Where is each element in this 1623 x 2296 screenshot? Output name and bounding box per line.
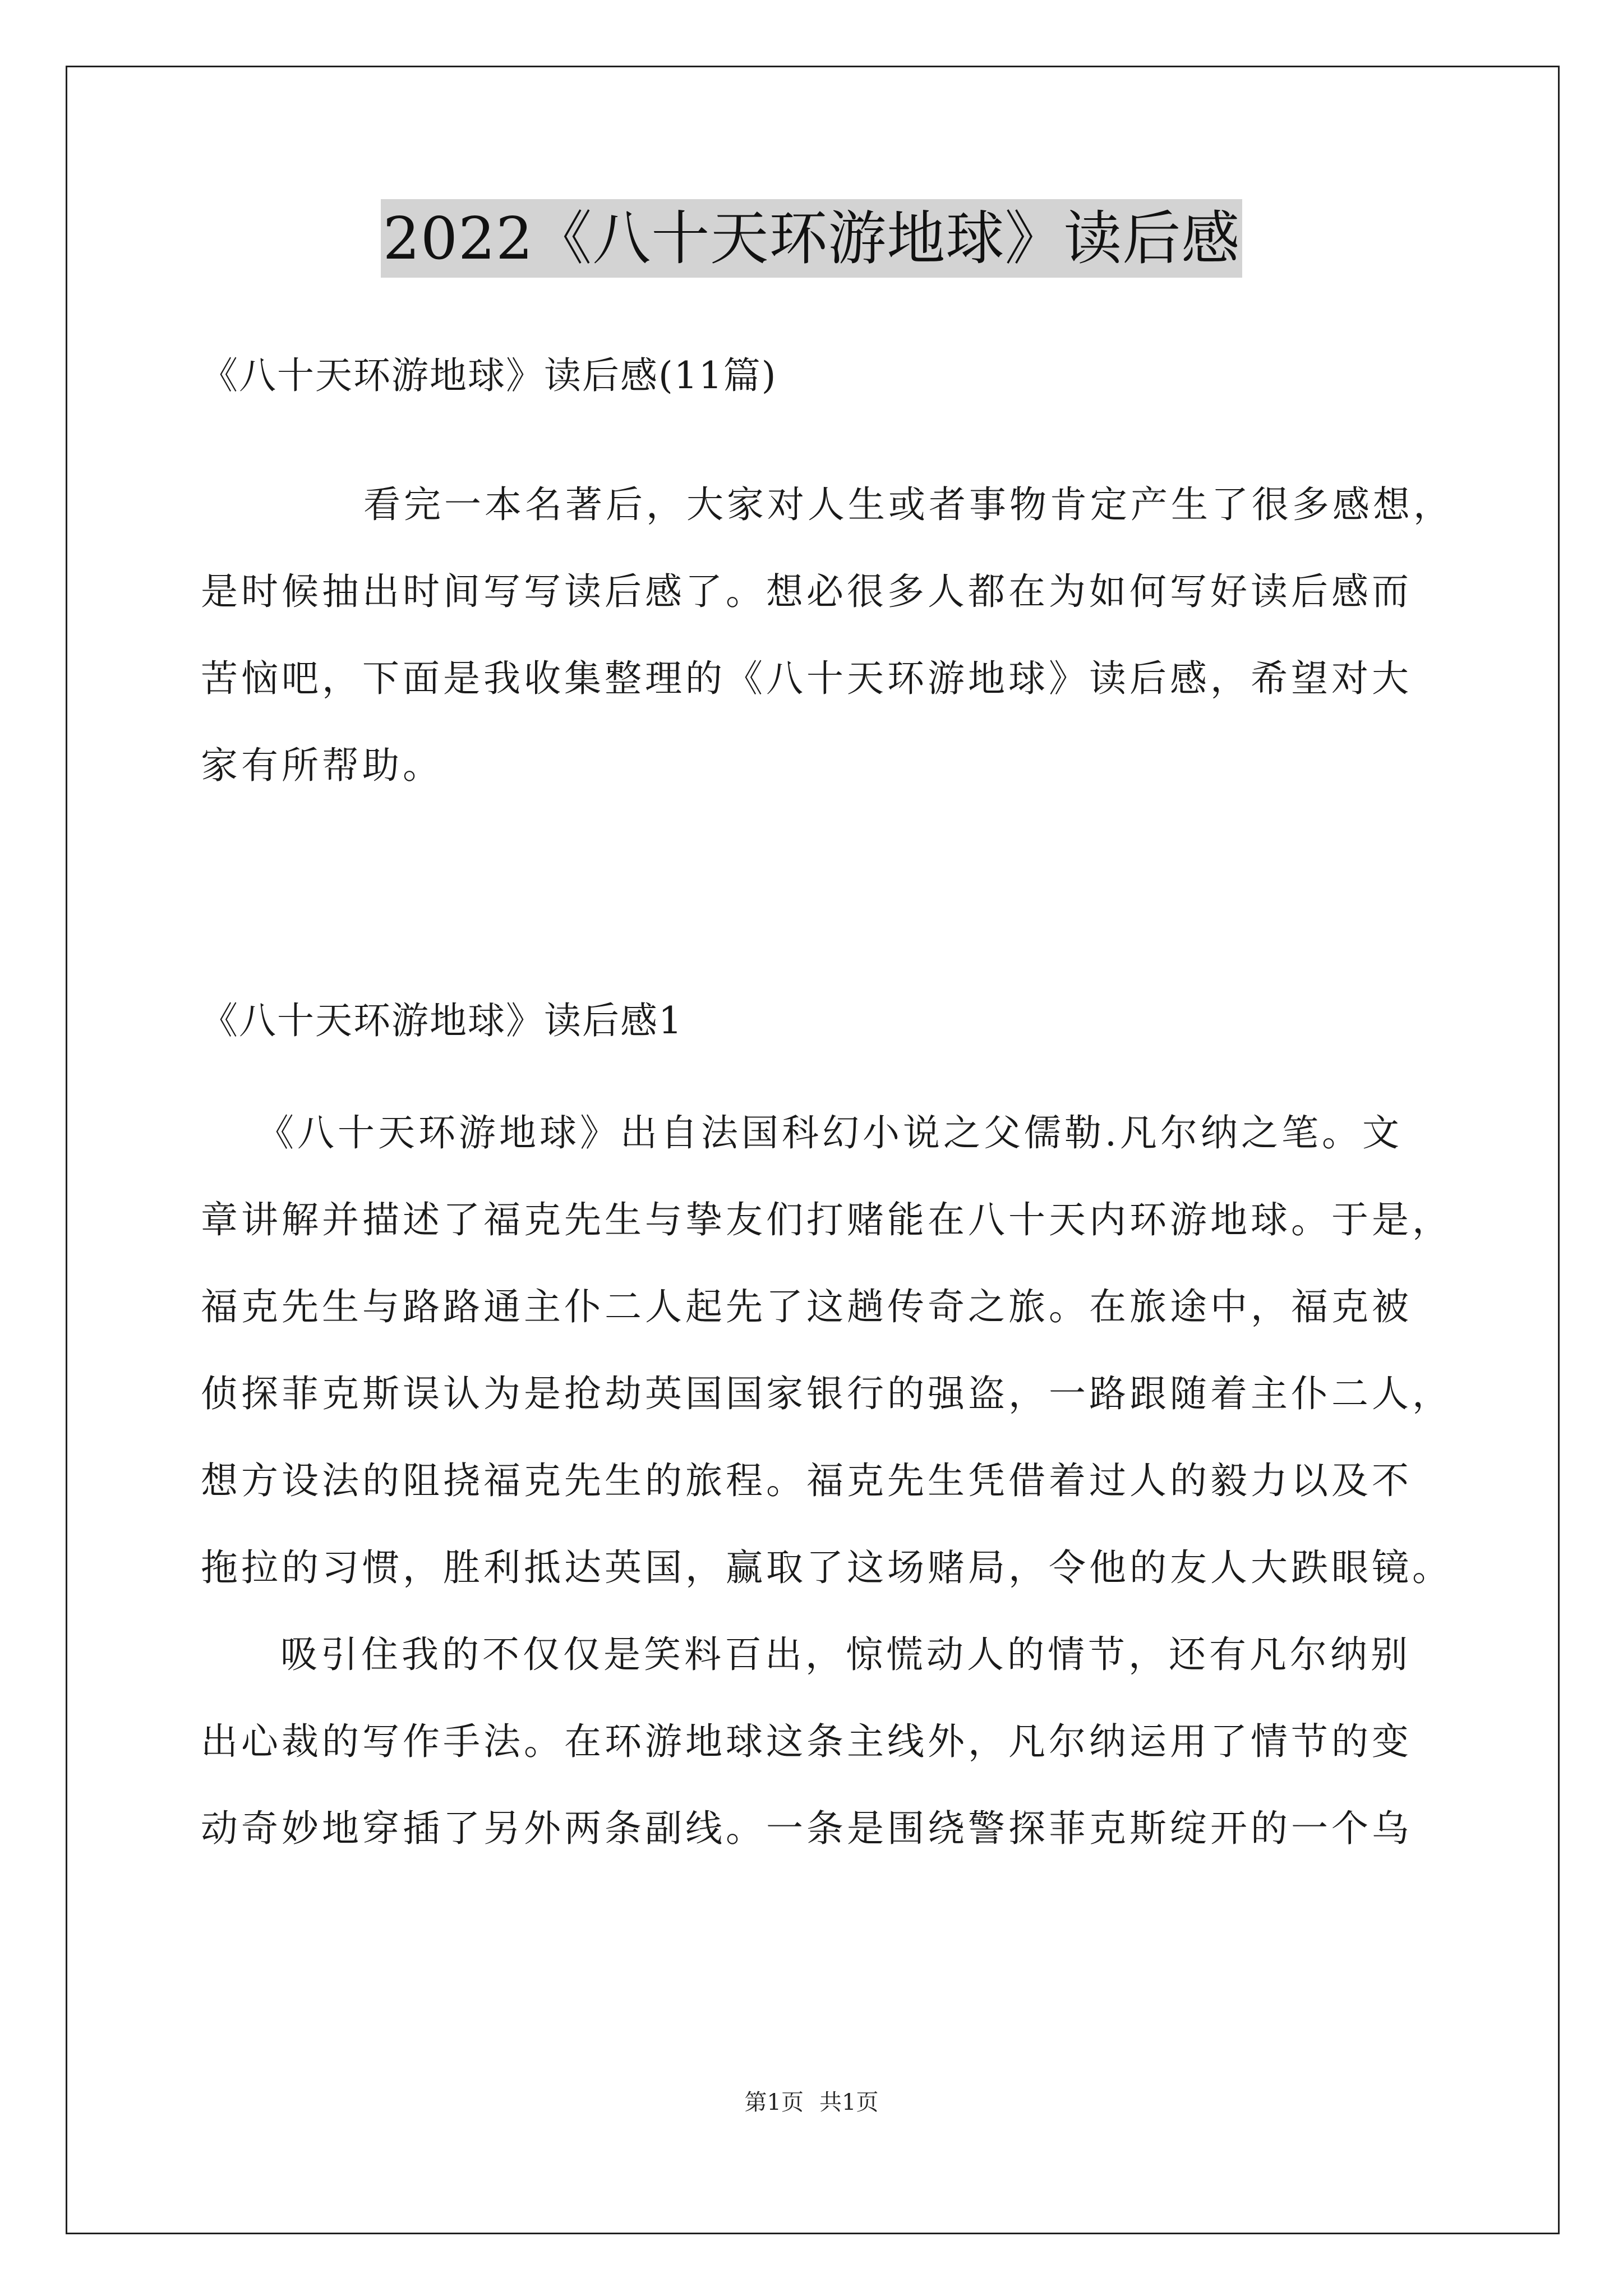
body-line-6: 拖拉的习惯，胜利抵达英国，赢取了这场赌局，令他的友人大跌眼镜。	[201, 1546, 1453, 1589]
body-line-2: 章讲解并描述了福克先生与挚友们打赌能在八十天内环游地球。于是，	[201, 1198, 1453, 1241]
intro-line-2: 是时候抽出时间写写读后感了。想必很多人都在为如何写好读后感而	[201, 570, 1412, 613]
document-title: 2022《八十天环游地球》读后感	[381, 199, 1243, 278]
body-line-8: 出心裁的写作手法。在环游地球这条主线外，凡尔纳运用了情节的变	[201, 1720, 1412, 1763]
page-footer	[0, 2086, 1623, 2119]
page-number: 第1页	[744, 2090, 804, 2115]
body-line-3: 福克先生与路路通主仆二人起先了这趟传奇之旅。在旅途中，福克被	[201, 1285, 1412, 1328]
intro-line-3: 苦恼吧，下面是我收集整理的《八十天环游地球》读后感，希望对大	[201, 657, 1412, 700]
title-container	[0, 199, 1623, 278]
body-line-5: 想方设法的阻挠福克先生的旅程。福克先生凭借着过人的毅力以及不	[201, 1459, 1412, 1502]
body-line-4: 侦探菲克斯误认为是抢劫英国国家银行的强盗，一路跟随着主仆二人，	[201, 1372, 1453, 1415]
body-line-9: 动奇妙地穿插了另外两条副线。一条是围绕警探菲克斯绽开的一个乌	[201, 1807, 1412, 1850]
intro-line-4: 家有所帮助。	[201, 744, 443, 787]
section-heading: 《八十天环游地球》读后感1	[201, 999, 683, 1042]
body-line-7: 吸引住我的不仅仅是笑料百出，惊慌动人的情节，还有凡尔纳别	[280, 1633, 1411, 1676]
body-line-1: 《八十天环游地球》出自法国科幻小说之父儒勒.凡尔纳之笔。文	[257, 1111, 1403, 1154]
page-total: 共1页	[819, 2090, 879, 2115]
intro-line-1: 看完一本名著后，大家对人生或者事物肯定产生了很多感想，	[363, 483, 1454, 526]
document-subtitle: 《八十天环游地球》读后感(11篇)	[201, 354, 777, 397]
